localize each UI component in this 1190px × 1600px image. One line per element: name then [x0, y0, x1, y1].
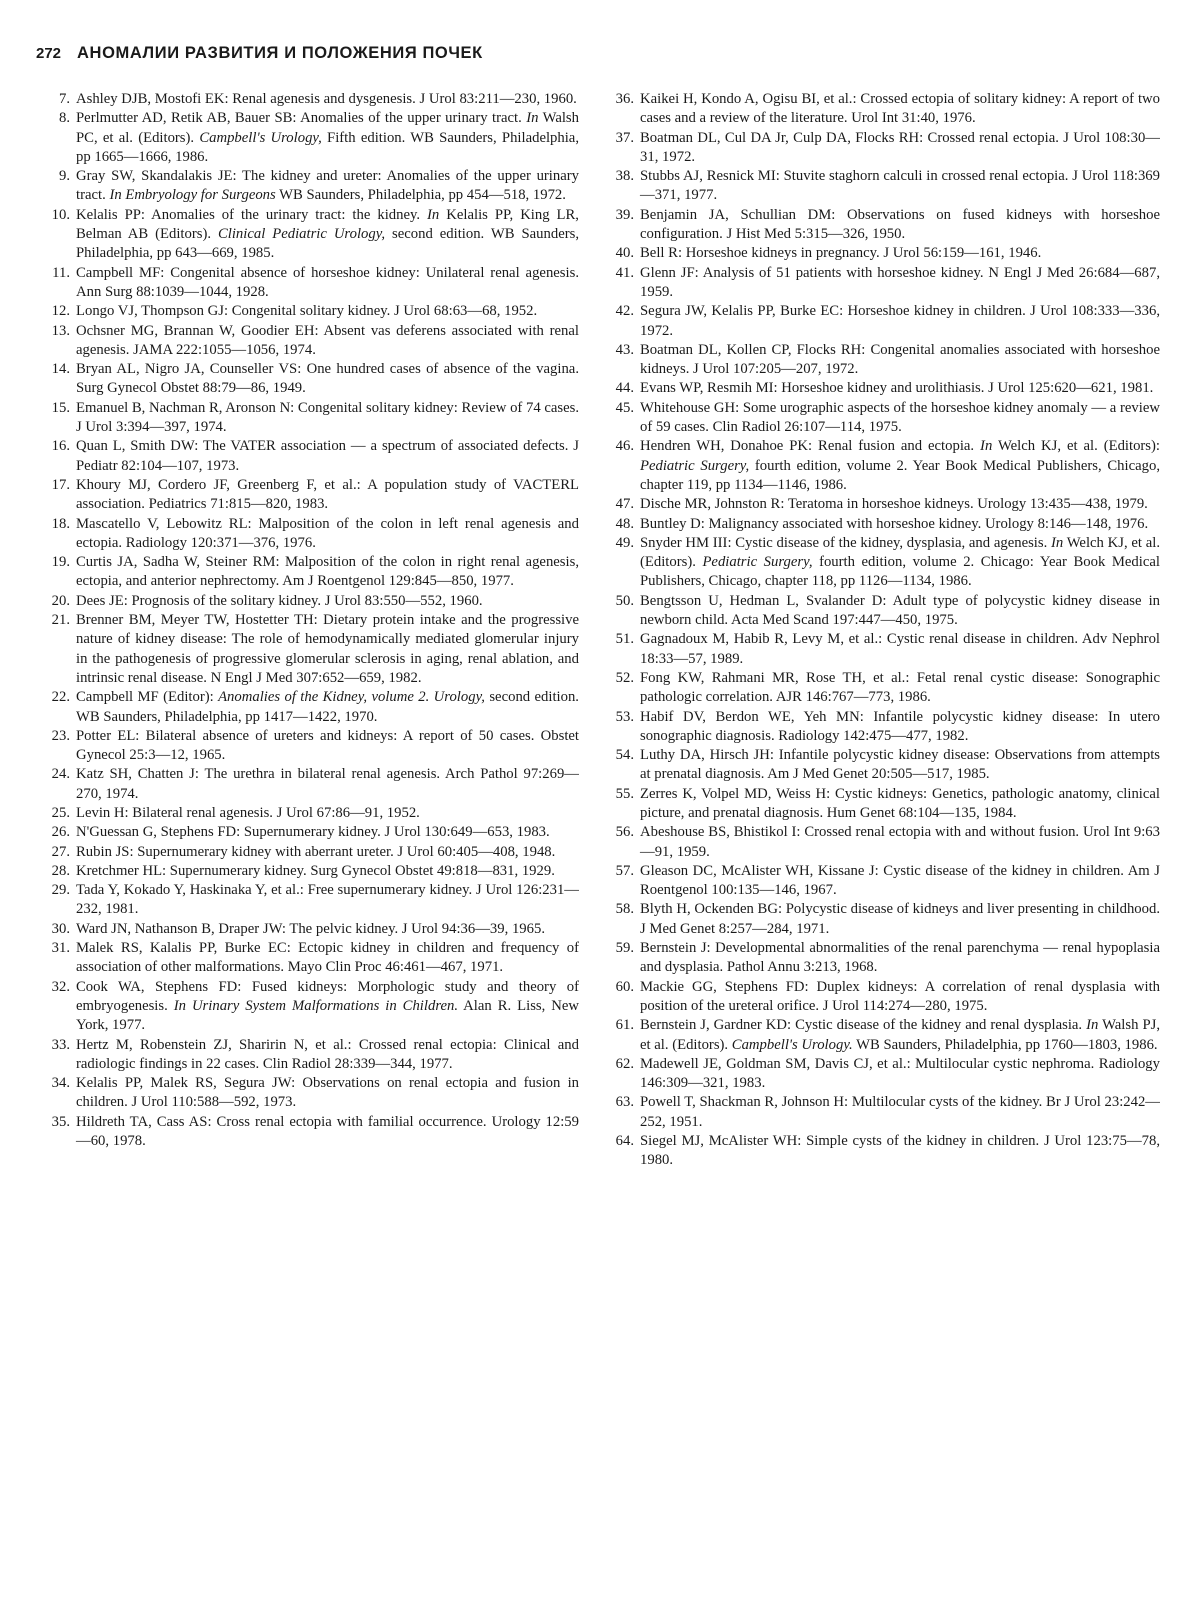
- reference-fragment: fourth edition, volume 2. Year Book Medical Publishers, Chicago, chapter 119, pp 1134—1146, 1986.: [640, 457, 1160, 493]
- reference-item: [44, 437, 579, 476]
- reference-text: [76, 862, 579, 881]
- reference-text: [76, 476, 579, 515]
- reference-fragment: Evans WP, Resmih MI: Horseshoe kidney and urolithiasis. J Urol 125:620—621, 1981.: [640, 380, 1154, 397]
- reference-fragment: Ashley DJB, Mostofi EK: Renal agenesis and dysgenesis. J Urol 83:211—230, 1960.: [76, 91, 577, 107]
- reference-text: [640, 534, 1160, 592]
- reference-fragment: Snyder HM III: Cystic disease of the kidney, dysplasia, and agenesis.: [640, 534, 1052, 551]
- reference-text: [76, 360, 579, 399]
- reference-number: 28.: [51, 862, 70, 879]
- reference-fragment: Bryan AL, Nigro JA, Counseller VS: One hundred cases of absence of the vagina. Surg Gynecol Obstet 88:79—86, 1949.: [76, 361, 579, 397]
- reference-item: [608, 167, 1160, 206]
- reference-item: [44, 109, 579, 167]
- reference-italic-fragment: In Embryology for Surgeons: [109, 187, 276, 204]
- reference-fragment: Bell R: Horseshoe kidneys in pregnancy. J Urol 56:159—161, 1946.: [640, 245, 1042, 262]
- reference-fragment: Glenn JF: Analysis of 51 patients with horseshoe kidney. N Engl J Med 26:684—687, 1959.: [640, 264, 1160, 300]
- reference-fragment: Kaikei H, Kondo A, Ogisu BI, et al.: Crossed ectopia of solitary kidney: A report of two cases and a review of the literature. Urol Int 31:40, 1976.: [640, 91, 1160, 127]
- reference-text: [640, 669, 1160, 708]
- reference-fragment: Dische MR, Johnston R: Teratoma in horseshoe kidneys. Urology 13:435—438, 1979.: [640, 496, 1148, 513]
- reference-item: [44, 823, 579, 842]
- reference-item: [44, 167, 579, 206]
- reference-item: [44, 476, 579, 515]
- reference-fragment: Walsh PC, et al. (Editors).: [76, 110, 579, 146]
- reference-text: [640, 708, 1160, 747]
- reference-number: 59.: [615, 940, 634, 957]
- reference-number: 57.: [615, 862, 634, 879]
- reference-fragment: Khoury MJ, Cordero JF, Greenberg F, et al.: A population study of VACTERL association. Pediatrics 71:815—820, 1983.: [76, 476, 579, 513]
- reference-text: [640, 341, 1160, 380]
- reference-text: [76, 611, 579, 688]
- reference-number: 53.: [615, 708, 634, 725]
- reference-fragment: Habif DV, Berdon WE, Yeh MN: Infantile polycystic kidney disease: In utero sonographic diagnosis. Radiology 142:475—477, 1982.: [640, 708, 1160, 744]
- reference-item: [44, 553, 579, 592]
- reference-text: [76, 109, 579, 167]
- reference-text: [76, 592, 579, 611]
- reference-number: 50.: [615, 592, 634, 609]
- reference-item: [608, 1055, 1160, 1094]
- reference-item: [44, 515, 579, 554]
- reference-fragment: Bernstein J, Gardner KD: Cystic disease of the kidney and renal dysplasia.: [640, 1017, 1087, 1034]
- reference-italic-fragment: Campbell's Urology.: [731, 1036, 853, 1053]
- reference-fragment: Madewell JE, Goldman SM, Davis CJ, et al.: Multilocular cystic nephroma. Radiology 146:309—321, 1983.: [640, 1055, 1160, 1092]
- reference-number: 48.: [615, 515, 634, 532]
- reference-number: 30.: [51, 920, 70, 937]
- reference-number: 54.: [615, 747, 634, 764]
- reference-text: [640, 90, 1160, 129]
- reference-fragment: Kelalis PP: Anomalies of the urinary tract: the kidney.: [76, 206, 428, 223]
- reference-text: [640, 1016, 1160, 1055]
- reference-item: [44, 881, 579, 920]
- reference-fragment: Mackie GG, Stephens FD: Duplex kidneys: A correlation of renal dysplasia with position of the ureteral orifice. J Urol 114:274—280, 1975.: [640, 978, 1160, 1014]
- reference-italic-fragment: In: [1051, 534, 1064, 551]
- reference-item: [44, 592, 579, 611]
- reference-fragment: Brenner BM, Meyer TW, Hostetter TH: Dietary protein intake and the progressive nature of kidney disease: The role of hemodynamically mediated glomerular injury in the pathogenesis of progressive glomerular sclerosis in aging, renal ablation, and intrinsic renal disease. N Engl J Med 307:652—659, 1982.: [76, 612, 579, 686]
- reference-fragment: Malek RS, Kalalis PP, Burke EC: Ectopic kidney in children and frequency of association of other malformations. Mayo Clin Proc 46:461—467, 1971.: [76, 940, 579, 976]
- reference-item: [608, 978, 1160, 1017]
- reference-number: 52.: [615, 669, 634, 686]
- reference-text: [76, 515, 579, 554]
- reference-text: [640, 1132, 1160, 1171]
- reference-item: [608, 90, 1160, 129]
- reference-number: 8.: [58, 110, 70, 127]
- reference-text: [640, 592, 1160, 631]
- reference-text: [76, 553, 579, 592]
- reference-item: [608, 669, 1160, 708]
- reference-fragment: Perlmutter AD, Retik AB, Bauer SB: Anomalies of the upper urinary tract.: [76, 110, 527, 127]
- reference-fragment: Ward JN, Nathanson B, Draper JW: The pelvic kidney. J Urol 94:36—39, 1965.: [76, 920, 546, 937]
- reference-text: [76, 765, 579, 804]
- reference-number: 56.: [615, 824, 634, 841]
- reference-number: 41.: [615, 264, 634, 281]
- reference-item: [44, 862, 579, 881]
- reference-number: 34.: [51, 1075, 70, 1092]
- reference-fragment: Rubin JS: Supernumerary kidney with aberrant ureter. J Urol 60:405—408, 1948.: [76, 843, 556, 860]
- reference-number: 11.: [52, 264, 70, 281]
- reference-item: [608, 900, 1160, 939]
- reference-fragment: Campbell MF: Congenital absence of horseshoe kidney: Unilateral renal agenesis. Ann Surg 88:1039—1044, 1928.: [76, 264, 579, 300]
- reference-fragment: WB Saunders, Philadelphia, pp 454—518, 1972.: [275, 187, 566, 204]
- reference-number: 18.: [51, 515, 70, 532]
- reference-fragment: Abeshouse BS, Bhistikol I: Crossed renal ectopia with and without fusion. Urol Int 9:63—91, 1959.: [640, 824, 1160, 860]
- reference-item: [608, 399, 1160, 438]
- reference-text: [640, 495, 1160, 514]
- reference-fragment: Bernstein J: Developmental abnormalities of the renal parenchyma — renal hypoplasia and dysplasia. Pathol Annu 3:213, 1968.: [640, 940, 1160, 976]
- reference-text: [640, 302, 1160, 341]
- reference-fragment: WB Saunders, Philadelphia, pp 1760—1803, 1986.: [852, 1036, 1158, 1053]
- reference-number: 46.: [615, 438, 634, 455]
- reference-text: [640, 515, 1160, 534]
- reference-item: [44, 804, 579, 823]
- reference-fragment: Emanuel B, Nachman R, Aronson N: Congenital solitary kidney: Review of 74 cases. J Urol 3:394—397, 1974.: [76, 399, 579, 436]
- reference-fragment: Cook WA, Stephens FD: Fused kidneys: Morphologic study and theory of embryogenesis.: [76, 978, 579, 1014]
- reference-number: 24.: [51, 766, 70, 783]
- reference-item: [44, 302, 579, 321]
- reference-number: 16.: [51, 438, 70, 455]
- reference-number: 12.: [51, 303, 70, 320]
- reference-number: 49.: [615, 534, 634, 551]
- reference-number: 27.: [51, 843, 70, 860]
- reference-fragment: Dees JE: Prognosis of the solitary kidney. J Urol 83:550—552, 1960.: [76, 592, 483, 609]
- reference-text: [76, 1113, 579, 1152]
- reference-item: [608, 341, 1160, 380]
- reference-fragment: Alan R. Liss, New York, 1977.: [76, 997, 579, 1034]
- reference-item: [44, 399, 579, 438]
- reference-item: [608, 302, 1160, 341]
- reference-item: [608, 264, 1160, 303]
- reference-fragment: Kretchmer HL: Supernumerary kidney. Surg Gynecol Obstet 49:818—831, 1929.: [76, 862, 555, 879]
- reference-number: 36.: [615, 91, 634, 107]
- reference-fragment: Potter EL: Bilateral absence of ureters and kidneys: A report of 50 cases. Obstet Gynecol 25:3—12, 1965.: [76, 727, 579, 764]
- page-number: 272: [36, 45, 62, 62]
- reference-number: 58.: [615, 901, 634, 918]
- references-column-right: [608, 90, 1160, 1590]
- reference-fragment: Boatman DL, Kollen CP, Flocks RH: Congenital anomalies associated with horseshoe kidneys. J Urol 107:205—207, 1972.: [640, 341, 1160, 378]
- reference-text: [76, 727, 579, 766]
- reference-fragment: Hendren WH, Donahoe PK: Renal fusion and ectopia.: [640, 438, 981, 455]
- reference-number: 9.: [58, 168, 70, 185]
- reference-item: [608, 592, 1160, 631]
- reference-item: [608, 437, 1160, 495]
- reference-item: [44, 688, 579, 727]
- reference-fragment: Welch KJ, et al. (Editors).: [640, 534, 1160, 571]
- reference-fragment: Levin H: Bilateral renal agenesis. J Urol 67:86—91, 1952.: [76, 804, 420, 821]
- reference-item: [44, 727, 579, 766]
- reference-text: [76, 206, 579, 264]
- reference-fragment: Fong KW, Rahmani MR, Rose TH, et al.: Fetal renal cystic disease: Sonographic pathologic correlation. AJR 146:767—773, 1986.: [640, 669, 1160, 706]
- reference-fragment: Benjamin JA, Schullian DM: Observations on fused kidneys with horseshoe configuration. J Hist Med 5:315—326, 1950.: [640, 206, 1160, 243]
- reference-number: 55.: [615, 785, 634, 802]
- reference-number: 39.: [615, 206, 634, 223]
- reference-text: [76, 978, 579, 1036]
- reference-item: [608, 206, 1160, 245]
- reference-number: 42.: [615, 303, 634, 320]
- reference-italic-fragment: Clinical Pediatric Urology,: [217, 226, 386, 243]
- reference-fragment: Mascatello V, Lebowitz RL: Malposition of the colon in left renal agenesis and ectopia. Radiology 120:371—376, 1976.: [76, 515, 579, 551]
- reference-fragment: Luthy DA, Hirsch JH: Infantile polycystic kidney disease: Observations from attempts at prenatal diagnosis. Am J Med Genet 20:505—517, 1985.: [640, 747, 1160, 783]
- reference-text: [640, 379, 1160, 398]
- reference-item: [608, 630, 1160, 669]
- reference-text: [640, 437, 1160, 495]
- reference-text: [76, 167, 579, 206]
- reference-number: 17.: [51, 476, 70, 493]
- reference-number: 22.: [51, 689, 70, 706]
- reference-fragment: Kelalis PP, Malek RS, Segura JW: Observations on renal ectopia and fusion in children. J Urol 110:588—592, 1973.: [76, 1075, 579, 1111]
- reference-italic-fragment: In: [427, 206, 440, 223]
- reference-text: [76, 302, 579, 321]
- reference-number: 64.: [615, 1133, 634, 1150]
- reference-fragment: Segura JW, Kelalis PP, Burke EC: Horseshoe kidney in children. J Urol 108:333—336, 1972.: [640, 303, 1160, 339]
- reference-item: [608, 534, 1160, 592]
- reference-number: 7.: [58, 91, 70, 107]
- reference-fragment: Tada Y, Kokado Y, Haskinaka Y, et al.: Free supernumerary kidney. J Urol 126:231—232, 1981.: [76, 882, 579, 918]
- reference-number: 13.: [51, 322, 70, 339]
- reference-italic-fragment: In Urinary System Malformations in Children.: [173, 997, 459, 1014]
- reference-number: 31.: [51, 940, 70, 957]
- references-column-left: [44, 90, 579, 1590]
- reference-text: [76, 90, 579, 109]
- reference-item: [44, 939, 579, 978]
- reference-text: [640, 630, 1160, 669]
- reference-text: [76, 264, 579, 303]
- page-header: [36, 44, 483, 63]
- reference-number: 37.: [615, 129, 634, 146]
- reference-fragment: Buntley D: Malignancy associated with horseshoe kidney. Urology 8:146—148, 1976.: [640, 515, 1149, 532]
- reference-fragment: Powell T, Shackman R, Johnson H: Multilocular cysts of the kidney. Br J Urol 23:242—252, 1951.: [640, 1094, 1160, 1130]
- reference-text: [640, 129, 1160, 168]
- reference-number: 43.: [615, 341, 634, 358]
- reference-fragment: Boatman DL, Cul DA Jr, Culp DA, Flocks RH: Crossed renal ectopia. J Urol 108:30—31, 1972.: [640, 129, 1160, 165]
- reference-number: 25.: [51, 804, 70, 821]
- reference-fragment: Ochsner MG, Brannan W, Goodier EH: Absent vas deferens associated with renal agenesis. JAMA 222:1055—1056, 1974.: [76, 322, 579, 358]
- reference-text: [640, 399, 1160, 438]
- reference-item: [608, 862, 1160, 901]
- reference-number: 62.: [615, 1055, 634, 1072]
- reference-text: [640, 264, 1160, 303]
- reference-item: [608, 244, 1160, 263]
- reference-fragment: Whitehouse GH: Some urographic aspects of the horseshoe kidney anomaly — a review of 59 cases. Clin Radiol 26:107—114, 1975.: [640, 399, 1160, 436]
- reference-number: 35.: [51, 1113, 70, 1130]
- reference-italic-fragment: Pediatric Surgery,: [640, 457, 750, 474]
- reference-item: [44, 322, 579, 361]
- reference-item: [608, 495, 1160, 514]
- reference-text: [640, 1093, 1160, 1132]
- reference-item: [608, 746, 1160, 785]
- reference-number: 10.: [51, 206, 70, 223]
- reference-text: [640, 206, 1160, 245]
- reference-text: [640, 785, 1160, 824]
- reference-text: [76, 920, 579, 939]
- reference-fragment: fourth edition, volume 2. Chicago: Year Book Medical Publishers, Chicago, chapter 118, pp 1126—1134, 1986.: [640, 554, 1160, 590]
- reference-fragment: Stubbs AJ, Resnick MI: Stuvite staghorn calculi in crossed renal ectopia. J Urol 118:369—371, 1977.: [640, 168, 1160, 204]
- reference-item: [44, 360, 579, 399]
- reference-item: [608, 823, 1160, 862]
- reference-fragment: Blyth H, Ockenden BG: Polycystic disease of kidneys and liver presenting in childhood. J Med Genet 8:257—284, 1971.: [640, 901, 1160, 937]
- reference-text: [76, 939, 579, 978]
- reference-text: [640, 167, 1160, 206]
- reference-text: [76, 1074, 579, 1113]
- reference-item: [44, 843, 579, 862]
- reference-number: 61.: [615, 1017, 634, 1034]
- reference-number: 15.: [51, 399, 70, 416]
- reference-italic-fragment: Anomalies of the Kidney, volume 2. Urology,: [218, 689, 485, 706]
- reference-item: [608, 1093, 1160, 1132]
- reference-number: 63.: [615, 1094, 634, 1111]
- reference-text: [640, 978, 1160, 1017]
- reference-fragment: Quan L, Smith DW: The VATER association — a spectrum of associated defects. J Pediatr 82:104—107, 1973.: [76, 438, 579, 474]
- reference-fragment: Katz SH, Chatten J: The urethra in bilateral renal agenesis. Arch Pathol 97:269—270, 1974.: [76, 766, 579, 802]
- reference-item: [44, 264, 579, 303]
- reference-text: [76, 823, 579, 842]
- reference-item: [44, 1074, 579, 1113]
- reference-fragment: second edition. WB Saunders, Philadelphia, pp 1417—1422, 1970.: [76, 689, 579, 725]
- reference-text: [640, 862, 1160, 901]
- reference-item: [44, 206, 579, 264]
- reference-text: [76, 843, 579, 862]
- reference-fragment: Walsh PJ, et al. (Editors).: [640, 1017, 1160, 1053]
- reference-number: 47.: [615, 496, 634, 513]
- reference-number: 14.: [51, 361, 70, 378]
- running-title: АНОМАЛИИ РАЗВИТИЯ И ПОЛОЖЕНИЯ ПОЧЕК: [77, 44, 483, 62]
- reference-item: [608, 1132, 1160, 1171]
- reference-number: 19.: [51, 554, 70, 571]
- reference-number: 38.: [615, 168, 634, 185]
- reference-item: [608, 1016, 1160, 1055]
- reference-fragment: second edition. WB Saunders, Philadelphia, pp 643—669, 1985.: [76, 226, 579, 262]
- reference-item: [608, 129, 1160, 168]
- reference-text: [640, 939, 1160, 978]
- reference-item: [44, 90, 579, 109]
- reference-fragment: Zerres K, Volpel MD, Weiss H: Cystic kidneys: Genetics, pathologic anatomy, clinical picture, and prenatal diagnosis. Hum Genet 68:104—135, 1984.: [640, 785, 1160, 821]
- reference-text: [640, 900, 1160, 939]
- reference-fragment: N'Guessan G, Stephens FD: Supernumerary kidney. J Urol 130:649—653, 1983.: [76, 824, 550, 841]
- reference-fragment: Longo VJ, Thompson GJ: Congenital solitary kidney. J Urol 68:63—68, 1952.: [76, 303, 538, 320]
- reference-fragment: Welch KJ, et al. (Editors):: [992, 438, 1160, 455]
- reference-text: [76, 804, 579, 823]
- reference-text: [76, 1036, 579, 1075]
- reference-italic-fragment: In: [526, 110, 539, 127]
- reference-fragment: Hildreth TA, Cass AS: Cross renal ectopia with familial occurrence. Urology 12:59—60, 1978.: [76, 1113, 579, 1150]
- reference-item: [608, 708, 1160, 747]
- reference-fragment: Fifth edition. WB Saunders, Philadelphia, pp 1665—1666, 1986.: [76, 129, 579, 165]
- reference-text: [76, 688, 579, 727]
- reference-number: 32.: [51, 978, 70, 995]
- reference-fragment: Bengtsson U, Hedman L, Svalander D: Adult type of polycystic kidney disease in newborn child. Acta Med Scand 197:447—450, 1975.: [640, 592, 1160, 629]
- reference-italic-fragment: In: [1086, 1017, 1099, 1034]
- reference-item: [44, 920, 579, 939]
- reference-text: [76, 437, 579, 476]
- reference-fragment: Campbell MF (Editor):: [76, 689, 219, 706]
- reference-number: 44.: [615, 380, 634, 397]
- reference-number: 23.: [51, 727, 70, 744]
- reference-text: [76, 399, 579, 438]
- reference-number: 51.: [615, 631, 634, 648]
- reference-item: [44, 611, 579, 688]
- reference-item: [44, 1113, 579, 1152]
- reference-item: [44, 978, 579, 1036]
- reference-text: [640, 244, 1160, 263]
- reference-item: [608, 939, 1160, 978]
- reference-text: [76, 322, 579, 361]
- reference-number: 60.: [615, 978, 634, 995]
- reference-fragment: Kelalis PP, King LR, Belman AB (Editors).: [76, 206, 579, 243]
- reference-italic-fragment: Campbell's Urology,: [199, 129, 322, 146]
- reference-text: [640, 1055, 1160, 1094]
- reference-fragment: Gleason DC, McAlister WH, Kissane J: Cystic disease of the kidney in children. Am J Roentgenol 100:135—146, 1967.: [640, 862, 1160, 899]
- reference-number: 45.: [615, 399, 634, 416]
- reference-item: [608, 515, 1160, 534]
- reference-number: 33.: [51, 1036, 70, 1053]
- reference-number: 29.: [51, 882, 70, 899]
- reference-fragment: Hertz M, Robenstein ZJ, Sharirin N, et al.: Crossed renal ectopia: Clinical and radiologic findings in 22 cases. Clin Radiol 28:339—344, 1977.: [76, 1036, 579, 1072]
- reference-number: 26.: [51, 824, 70, 841]
- reference-item: [608, 379, 1160, 398]
- reference-fragment: Curtis JA, Sadha W, Steiner RM: Malposition of the colon in right renal agenesis, ectopia, and anterior nephrectomy. Am J Roentgenol 129:845—850, 1977.: [76, 554, 579, 590]
- reference-text: [640, 823, 1160, 862]
- reference-item: [44, 1036, 579, 1075]
- reference-fragment: Gagnadoux M, Habib R, Levy M, et al.: Cystic renal disease in children. Adv Nephrol 18:33—57, 1989.: [640, 631, 1160, 667]
- reference-italic-fragment: In: [980, 438, 993, 455]
- reference-text: [640, 746, 1160, 785]
- reference-item: [44, 765, 579, 804]
- reference-fragment: Siegel MJ, McAlister WH: Simple cysts of the kidney in children. J Urol 123:75—78, 1980.: [640, 1133, 1160, 1169]
- reference-fragment: Gray SW, Skandalakis JE: The kidney and ureter: Anomalies of the upper urinary tract.: [76, 168, 579, 204]
- reference-text: [76, 881, 579, 920]
- reference-italic-fragment: Pediatric Surgery,: [702, 554, 813, 571]
- reference-number: 20.: [51, 592, 70, 609]
- reference-item: [608, 785, 1160, 824]
- reference-number: 40.: [615, 245, 634, 262]
- reference-number: 21.: [51, 612, 70, 629]
